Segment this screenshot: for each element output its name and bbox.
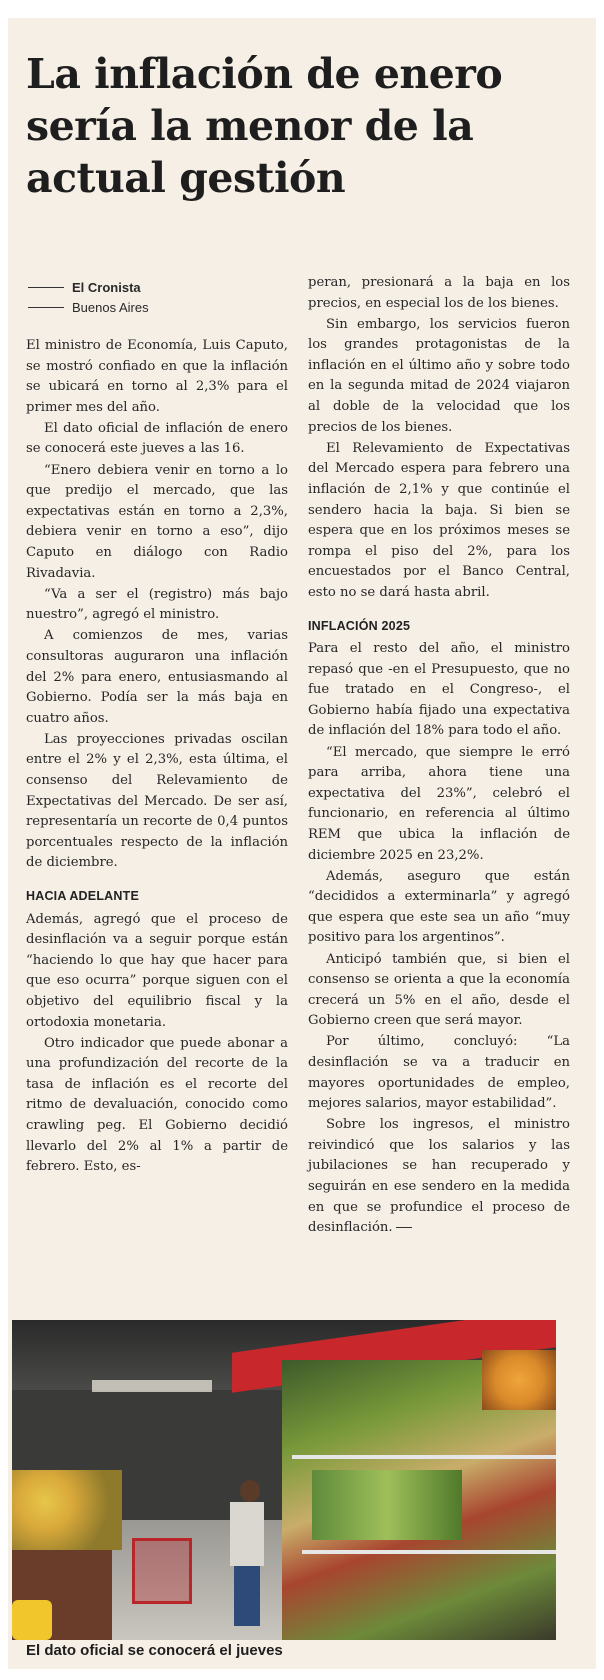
byline-author: [28, 280, 288, 295]
newspaper-clipping: [8, 18, 596, 1669]
paragraph: Además, aseguro que están “decididos a exterminarla” y agregó que espera que este sea un año “muy positivo para los argentinos”.: [308, 868, 570, 946]
paragraph: Anticipó también que, si bien el consenso se orienta a que la economía crecerá un 5% en el año, desde el Gobierno creen que será mayor.: [308, 951, 570, 1029]
paragraph: El Relevamiento de Expectativas del Mercado espera para febrero una inflación de 2,1% y que continúe el sendero hacia la baja. Si bien se espera que en los próximos meses se rompa el piso del 2%, para los encuestados por el Banco Central, esto no se dará hasta abril.: [308, 440, 570, 600]
subheading-hacia-adelante: HACIA ADELANTE: [26, 888, 139, 903]
paragraph: El dato oficial de inflación de enero se conocerá este jueves a las 16.: [26, 420, 288, 457]
subheading-inflacion-2025: INFLACIÓN 2025: [308, 618, 411, 633]
photo-caption: El dato oficial se conocerá el jueves: [26, 1642, 283, 1659]
paragraph: Las proyecciones privadas oscilan entre el 2% y el 2,3%, esta última, el consenso del Relevamiento de Expectativas del Mercado. De ser así, representaría un recorte de 0,4 puntos porcentuales respecto de la inflación de diciembre.: [26, 731, 288, 871]
byline-rule: [28, 287, 64, 288]
photo-shelf-edge: [292, 1455, 556, 1459]
article-column-right: [308, 273, 570, 1239]
supermarket-photo: [12, 1320, 556, 1640]
author-name: El Cronista: [72, 280, 141, 295]
photo-shopper-body: [230, 1502, 264, 1566]
paragraph: Para el resto del año, el ministro repasó que -en el Presupuesto, que no fue tratado en el Congreso-, el Gobierno había fijado una expectativa de inflación del 18% para todo el año.: [308, 641, 570, 739]
paragraph: Otro indicador que puede abonar a una profundización del recorte de la tasa de inflación es el recorte del ritmo de devaluación, conocido como crawling peg. El Gobierno decidió llevarlo del 2% al 1% a partir de febrero. Esto, es-: [26, 1035, 288, 1175]
paragraph-final: [308, 1115, 570, 1239]
paragraph: Sin embargo, los servicios fueron los grandes protagonistas de la inflación en el último año y sobre todo en la segunda mitad de 2024 viajaron al doble de la velocidad que los precios de los bienes.: [308, 316, 570, 435]
article-column-left: [26, 336, 288, 1178]
photo-greens: [312, 1470, 462, 1540]
location-name: Buenos Aires: [72, 300, 149, 315]
photo-shopper-legs: [234, 1566, 260, 1626]
final-paragraph-text: Sobre los ingresos, el ministro reivindicó que los salarios y las jubilaciones se han recuperado y seguirán en ese sendero en la medida en que se profundice el proceso de desinflación.: [308, 1117, 570, 1236]
photo-lemons: [12, 1600, 52, 1640]
paragraph: “Va a ser el (registro) más bajo nuestro”, agregó el ministro.: [26, 586, 288, 623]
headline: La inflación de enero sería la menor de la actual gestión: [26, 50, 503, 202]
paragraph: Por último, concluyó: “La desinflación se va a traducir en mayores oportunidades de empleo, mejores salarios, mayor estabilidad”.: [308, 1034, 570, 1112]
paragraph: El ministro de Economía, Luis Caputo, se mostró confiado en que la inflación se ubicará en torno al 2,3% para el primer mes del año.: [26, 338, 288, 415]
photo-left-produce: [12, 1470, 122, 1550]
paragraph: peran, presionará a la baja en los precios, en especial los de los bienes.: [308, 275, 570, 311]
byline-rule: [28, 307, 64, 308]
byline-location: [28, 300, 288, 315]
photo-oranges: [482, 1350, 556, 1410]
photo-light: [92, 1380, 212, 1392]
photo-shopping-cart: [132, 1538, 192, 1604]
paragraph: A comienzos de mes, varias consultoras auguraron una inflación del 2% para enero, entusiasmando al Gobierno. Podía ser la más baja en cuatro años.: [26, 628, 288, 726]
photo-shelf-edge: [302, 1550, 556, 1554]
paragraph: “El mercado, que siempre le erró para arriba, ahora tiene una expectativa del 23%”, celebró el funcionario, en referencia al último REM que ubica la inflación de diciembre 2025 en 23,2%.: [308, 744, 570, 863]
photo-shopper-head: [240, 1480, 260, 1502]
paragraph: Además, agregó que el proceso de desinflación va a seguir porque están “haciendo lo que hay que hacer para que eso ocurra” porque siguen con el objetivo del equilibrio fiscal y la ortodoxia monetaria.: [26, 911, 288, 1030]
end-mark: [396, 1227, 412, 1228]
paragraph: “Enero debiera venir en torno a lo que predijo el mercado, que las expectativas están en torno a 2,3%, debiera venir en torno a eso”, dijo Caputo en diálogo con Radio Rivadavia.: [26, 462, 288, 581]
